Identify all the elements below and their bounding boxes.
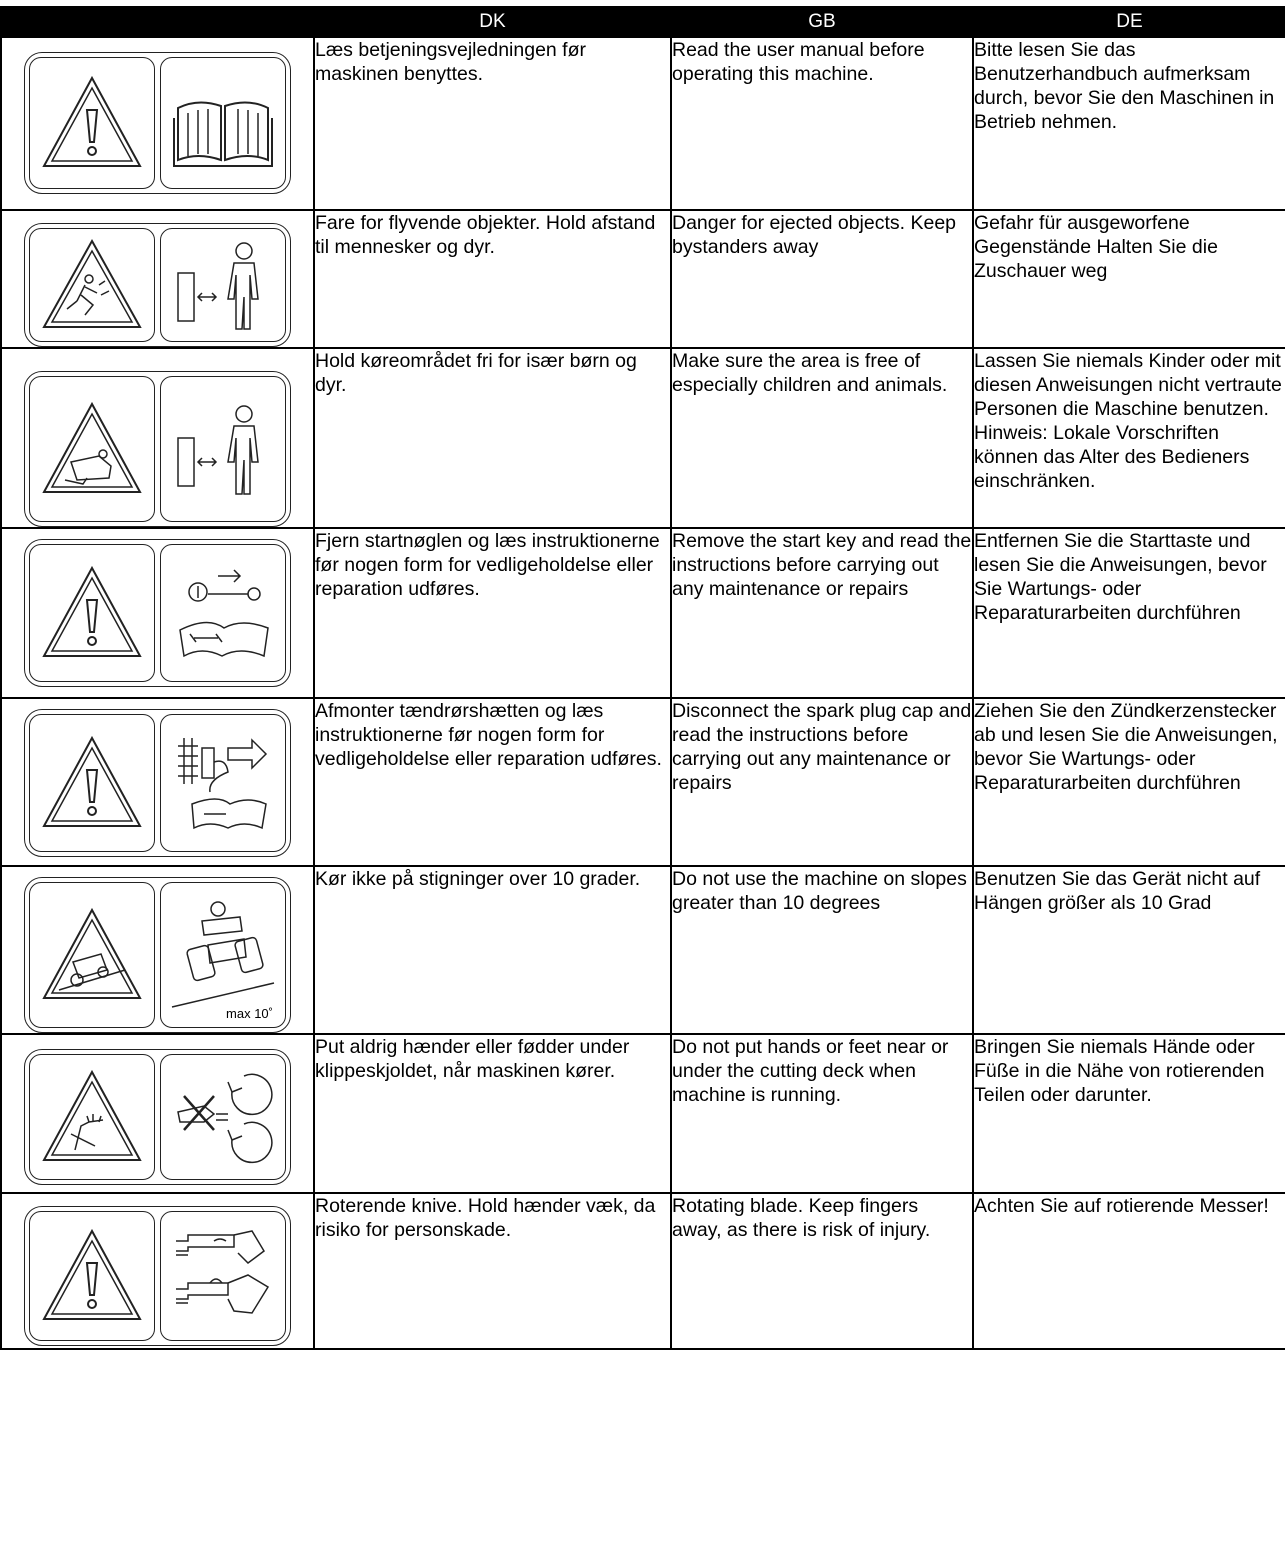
table-header-row bbox=[1, 7, 1285, 37]
rotating-blade-hand-icon bbox=[160, 1211, 286, 1341]
safety-decal bbox=[24, 539, 291, 687]
table-row bbox=[1, 866, 1285, 1034]
header-gb: GB bbox=[671, 7, 973, 37]
warning-triangle-rollover-icon bbox=[29, 882, 155, 1028]
text-gb: Do not use the machine on slopes greater than 10 degrees bbox=[671, 866, 973, 1034]
safety-decal bbox=[24, 1206, 291, 1346]
rotating-parts-no-hands-icon bbox=[160, 1054, 286, 1180]
text-gb: Rotating blade. Keep fingers away, as there is risk of injury. bbox=[671, 1193, 973, 1349]
symbol-cell bbox=[1, 37, 314, 210]
slope-max-label: max 10˚ bbox=[226, 1006, 273, 1021]
table-row bbox=[1, 698, 1285, 866]
table-row bbox=[1, 210, 1285, 348]
table-row bbox=[1, 1193, 1285, 1349]
safety-decal bbox=[24, 223, 291, 347]
text-de: Entfernen Sie die Starttaste und lesen Sie die Anweisungen, bevor Sie Wartungs- oder Reparaturarbeiten durchführen bbox=[973, 528, 1285, 698]
safety-decal bbox=[24, 1049, 291, 1185]
table-row bbox=[1, 37, 1285, 210]
text-de: Lassen Sie niemals Kinder oder mit diesen Anweisungen nicht vertraute Personen die Maschine benutzen. Hinweis: Lokale Vorschriften können das Alter des Bedieners einschränken. bbox=[973, 348, 1285, 528]
header-symbol-column bbox=[1, 7, 314, 37]
table-row bbox=[1, 528, 1285, 698]
symbol-cell bbox=[1, 210, 314, 348]
text-gb: Remove the start key and read the instructions before carrying out any maintenance or repairs bbox=[671, 528, 973, 698]
text-gb: Disconnect the spark plug cap and read the instructions before carrying out any maintenance or repairs bbox=[671, 698, 973, 866]
text-gb: Do not put hands or feet near or under the cutting deck when machine is running. bbox=[671, 1034, 973, 1193]
text-de: Gefahr für ausgeworfene Gegenstände Halten Sie die Zuschauer weg bbox=[973, 210, 1285, 348]
header-de: DE bbox=[973, 7, 1285, 37]
symbol-cell bbox=[1, 698, 314, 866]
warning-triangle-hand-cut-icon bbox=[29, 1054, 155, 1180]
warning-triangle-exclamation-icon bbox=[29, 57, 155, 189]
table-row bbox=[1, 1034, 1285, 1193]
symbol-cell bbox=[1, 1193, 314, 1349]
text-gb: Read the user manual before operating this machine. bbox=[671, 37, 973, 210]
warning-triangle-thrown-objects-icon bbox=[29, 228, 155, 342]
warning-triangle-exclamation-icon bbox=[29, 714, 155, 852]
text-dk: Hold køreområdet fri for især børn og dyr. bbox=[314, 348, 671, 528]
text-dk: Put aldrig hænder eller fødder under klippeskjoldet, når maskinen kører. bbox=[314, 1034, 671, 1193]
keep-distance-person-icon bbox=[160, 376, 286, 522]
symbol-cell bbox=[1, 348, 314, 528]
safety-decal bbox=[24, 52, 291, 194]
safety-symbols-table bbox=[0, 6, 1285, 1350]
text-de: Bitte lesen Sie das Benutzerhandbuch aufmerksam durch, bevor Sie den Maschinen in Betrieb nehmen. bbox=[973, 37, 1285, 210]
symbol-cell bbox=[1, 1034, 314, 1193]
text-dk: Afmonter tændrørshætten og læs instruktionerne før nogen form for vedligeholdelse eller reparation udføres. bbox=[314, 698, 671, 866]
slope-limit-icon bbox=[160, 882, 286, 1028]
warning-triangle-exclamation-icon bbox=[29, 1211, 155, 1341]
open-book-manual-icon bbox=[160, 57, 286, 189]
safety-decal bbox=[24, 371, 291, 527]
warning-triangle-exclamation-icon bbox=[29, 544, 155, 682]
remove-key-read-manual-icon bbox=[160, 544, 286, 682]
text-de: Bringen Sie niemals Hände oder Füße in die Nähe von rotierenden Teilen oder darunter. bbox=[973, 1034, 1285, 1193]
symbol-cell bbox=[1, 528, 314, 698]
text-de: Benutzen Sie das Gerät nicht auf Hängen größer als 10 Grad bbox=[973, 866, 1285, 1034]
safety-decal bbox=[24, 877, 291, 1033]
text-de: Achten Sie auf rotierende Messer! bbox=[973, 1193, 1285, 1349]
text-dk: Fjern startnøglen og læs instruktionerne før nogen form for vedligeholdelse eller reparation udføres. bbox=[314, 528, 671, 698]
table-row bbox=[1, 348, 1285, 528]
text-dk: Fare for flyvende objekter. Hold afstand til mennesker og dyr. bbox=[314, 210, 671, 348]
header-dk: DK bbox=[314, 7, 671, 37]
warning-triangle-mower-runover-icon bbox=[29, 376, 155, 522]
disconnect-spark-plug-icon bbox=[160, 714, 286, 852]
safety-decal bbox=[24, 709, 291, 857]
text-dk: Kør ikke på stigninger over 10 grader. bbox=[314, 866, 671, 1034]
keep-distance-person-icon bbox=[160, 228, 286, 342]
text-dk: Roterende knive. Hold hænder væk, da risiko for personskade. bbox=[314, 1193, 671, 1349]
text-de: Ziehen Sie den Zündkerzenstecker ab und lesen Sie die Anweisungen, bevor Sie Wartungs- oder Reparaturarbeiten durchführen bbox=[973, 698, 1285, 866]
text-gb: Make sure the area is free of especially children and animals. bbox=[671, 348, 973, 528]
text-gb: Danger for ejected objects. Keep bystanders away bbox=[671, 210, 973, 348]
text-dk: Læs betjeningsvejledningen før maskinen benyttes. bbox=[314, 37, 671, 210]
symbol-cell bbox=[1, 866, 314, 1034]
